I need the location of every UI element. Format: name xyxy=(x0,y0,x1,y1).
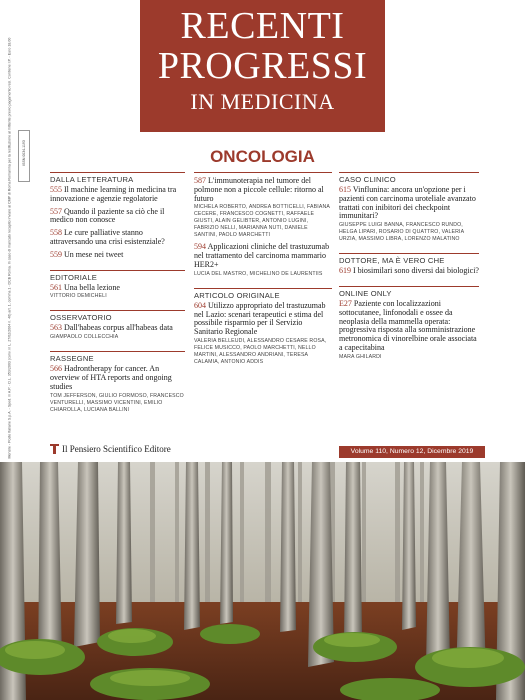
volume-banner: Volume 110, Numero 12, Dicembre 2019 xyxy=(339,446,485,458)
masthead xyxy=(140,0,385,132)
article-604[interactable] xyxy=(194,302,332,366)
article-559[interactable] xyxy=(50,251,185,260)
column-middle xyxy=(194,172,332,370)
column-right xyxy=(339,172,479,365)
article-594[interactable] xyxy=(194,243,332,277)
section-title: ONCOLOGIA xyxy=(210,147,315,166)
article-title: Le cure palliative stanno attraversando una crisi esistenziale? xyxy=(50,228,165,246)
masthead-line2: PROGRESSI xyxy=(157,45,368,87)
page-number: 557 xyxy=(50,206,62,216)
publisher xyxy=(50,444,171,454)
article-title: L'immunoterapia nel tumore del polmone non a piccole cellule: ritorno al futuro xyxy=(194,176,324,203)
page-number: 555 xyxy=(50,185,62,194)
article-561[interactable] xyxy=(50,284,185,301)
article-title: Paziente con localizzazioni sottocutanee, linfonodali e ossee da neoplasia della mammella operata: progressiva risposta alla somministrazione metronomica di vinorelbine orale associata a capecitabina xyxy=(339,298,477,352)
issn-text: ISSN 0034-1193 xyxy=(22,140,26,166)
page-number: E27 xyxy=(339,298,352,308)
section-online-only: ONLINE ONLY xyxy=(339,286,479,298)
article-e27[interactable] xyxy=(339,300,479,361)
article-authors: TOM JEFFERSON, GIULIO FORMOSO, FRANCESCO VENTURELLI, MASSIMO VICENTINI, EMILIO CHIAROLLA, LUCIANA BALLINI xyxy=(50,392,184,413)
article-555[interactable] xyxy=(50,186,185,204)
section-osservatorio: OSSERVATORIO xyxy=(50,310,185,322)
article-566[interactable] xyxy=(50,365,185,413)
article-title: Una bella lezione xyxy=(64,282,120,292)
article-authors: GIUSEPPE LUIGI BANNA, FRANCESCO RUNDO, HELGA LIPARI, ROSARIO DI QUATTRO, VALERIA URZIA, MASSIMO LIBRA, LORENZO MALATINO xyxy=(339,222,464,243)
article-authors: VITTORIO DEMICHELI xyxy=(50,293,107,300)
article-563[interactable] xyxy=(50,324,185,341)
section-editoriale: EDITORIALE xyxy=(50,270,185,282)
page-number: 561 xyxy=(50,282,62,292)
section-articolo-originale: ARTICOLO ORIGINALE xyxy=(194,288,332,300)
article-615[interactable] xyxy=(339,186,479,243)
article-authors: MICHELA ROBERTO, ANDREA BOTTICELLI, FABIANA CECERE, FRANCESCO COGNETTI, RAFFAELE GIUSTI, ALAIN GELIBTER, ANTONIO LUGINI, FABRIZIO NELLI, MARIANNA NUTI, DANIELE SANTINI, PAOLO MARCHETTI xyxy=(194,204,330,239)
article-title: Quando il paziente sa ciò che il medico non conosce xyxy=(50,206,165,225)
article-557[interactable] xyxy=(50,208,185,226)
article-title: Utilizzo appropriato del trastuzumab nel Lazio: scenari terapeutici e stima del possibile risparmio per il Servizio Sanitario Regionale xyxy=(194,300,326,337)
article-title: Dall'habeas corpus all'habeas data xyxy=(64,323,173,333)
article-title: Hadrontherapy for cancer. An overview of HTA reports and ongoing studies xyxy=(50,364,172,391)
publisher-logo-icon xyxy=(50,444,59,454)
page-number: 619 xyxy=(339,266,351,276)
article-title: I biosimilari sono diversi dai biologici? xyxy=(353,266,479,276)
section-rassegne: RASSEGNE xyxy=(50,351,185,363)
article-authors: GIAMPAOLO COLLECCHIA xyxy=(50,334,119,341)
article-619[interactable] xyxy=(339,267,479,276)
masthead-line1: RECENTI xyxy=(180,5,345,47)
masthead-line3: IN MEDICINA xyxy=(190,89,335,114)
page-number: 604 xyxy=(194,300,206,310)
beech-forest-photo xyxy=(0,462,525,700)
page-number: 559 xyxy=(50,249,62,259)
section-rule xyxy=(194,172,332,173)
page-number: 558 xyxy=(50,228,62,238)
article-authors: MARA GHILARDI xyxy=(339,353,382,360)
article-558[interactable] xyxy=(50,229,185,247)
article-authors: LUCIA DEL MASTRO, MICHELINO DE LAURENTIIS xyxy=(194,270,323,277)
postal-info xyxy=(4,37,16,460)
article-title: Vinflunina: ancora un'opzione per i pazienti con carcinoma uroteliale avanzato trattati con inibitori dei checkpoint immunitari? xyxy=(339,185,476,221)
page-number: 615 xyxy=(339,185,351,194)
publisher-name: Il Pensiero Scientifico Editore xyxy=(62,444,171,454)
issn-box xyxy=(18,130,30,182)
page-number: 563 xyxy=(50,323,62,333)
article-title: Un mese nei tweet xyxy=(64,249,124,259)
article-title: Il machine learning in medicina tra innovazione e agenzie regolatorie xyxy=(50,185,177,203)
column-left xyxy=(50,172,185,418)
section-dottore: DOTTORE, MA È VERO CHE xyxy=(339,253,479,265)
section-dalla-letteratura: DALLA LETTERATURA xyxy=(50,172,185,184)
page-number: 587 xyxy=(194,176,206,185)
section-caso-clinico: CASO CLINICO xyxy=(339,172,479,184)
article-authors: VALERIA BELLEUDI, ALESSANDRO CESARE ROSA, FELICE MUSICCO, PAOLO MARCHETTI, NELLO MARTINI, ALESSANDRO ANDRIANI, TERESA CALAMIA, ANTONIO ADDIS xyxy=(194,337,327,365)
page-number: 594 xyxy=(194,242,206,252)
article-title: Applicazioni cliniche del trastuzumab nel trattamento del carcinoma mammario HER2+ xyxy=(194,242,330,269)
page-number: 566 xyxy=(50,364,62,374)
article-587[interactable] xyxy=(194,177,332,239)
postal-info-text: Mensile - Poste Italiane S.p.A. - Sped. in A.P. - D.L. 353/2003 (conv. in L. 27/02/2004 n. 46) art. 1, comma 1 - DCB Roma. In caso di mancato recapito inviare al CMP di Roma Romanina per la restituzione al mittente previo pagamento resi. Contiene I.P. - Euro 18,00 xyxy=(7,37,12,459)
